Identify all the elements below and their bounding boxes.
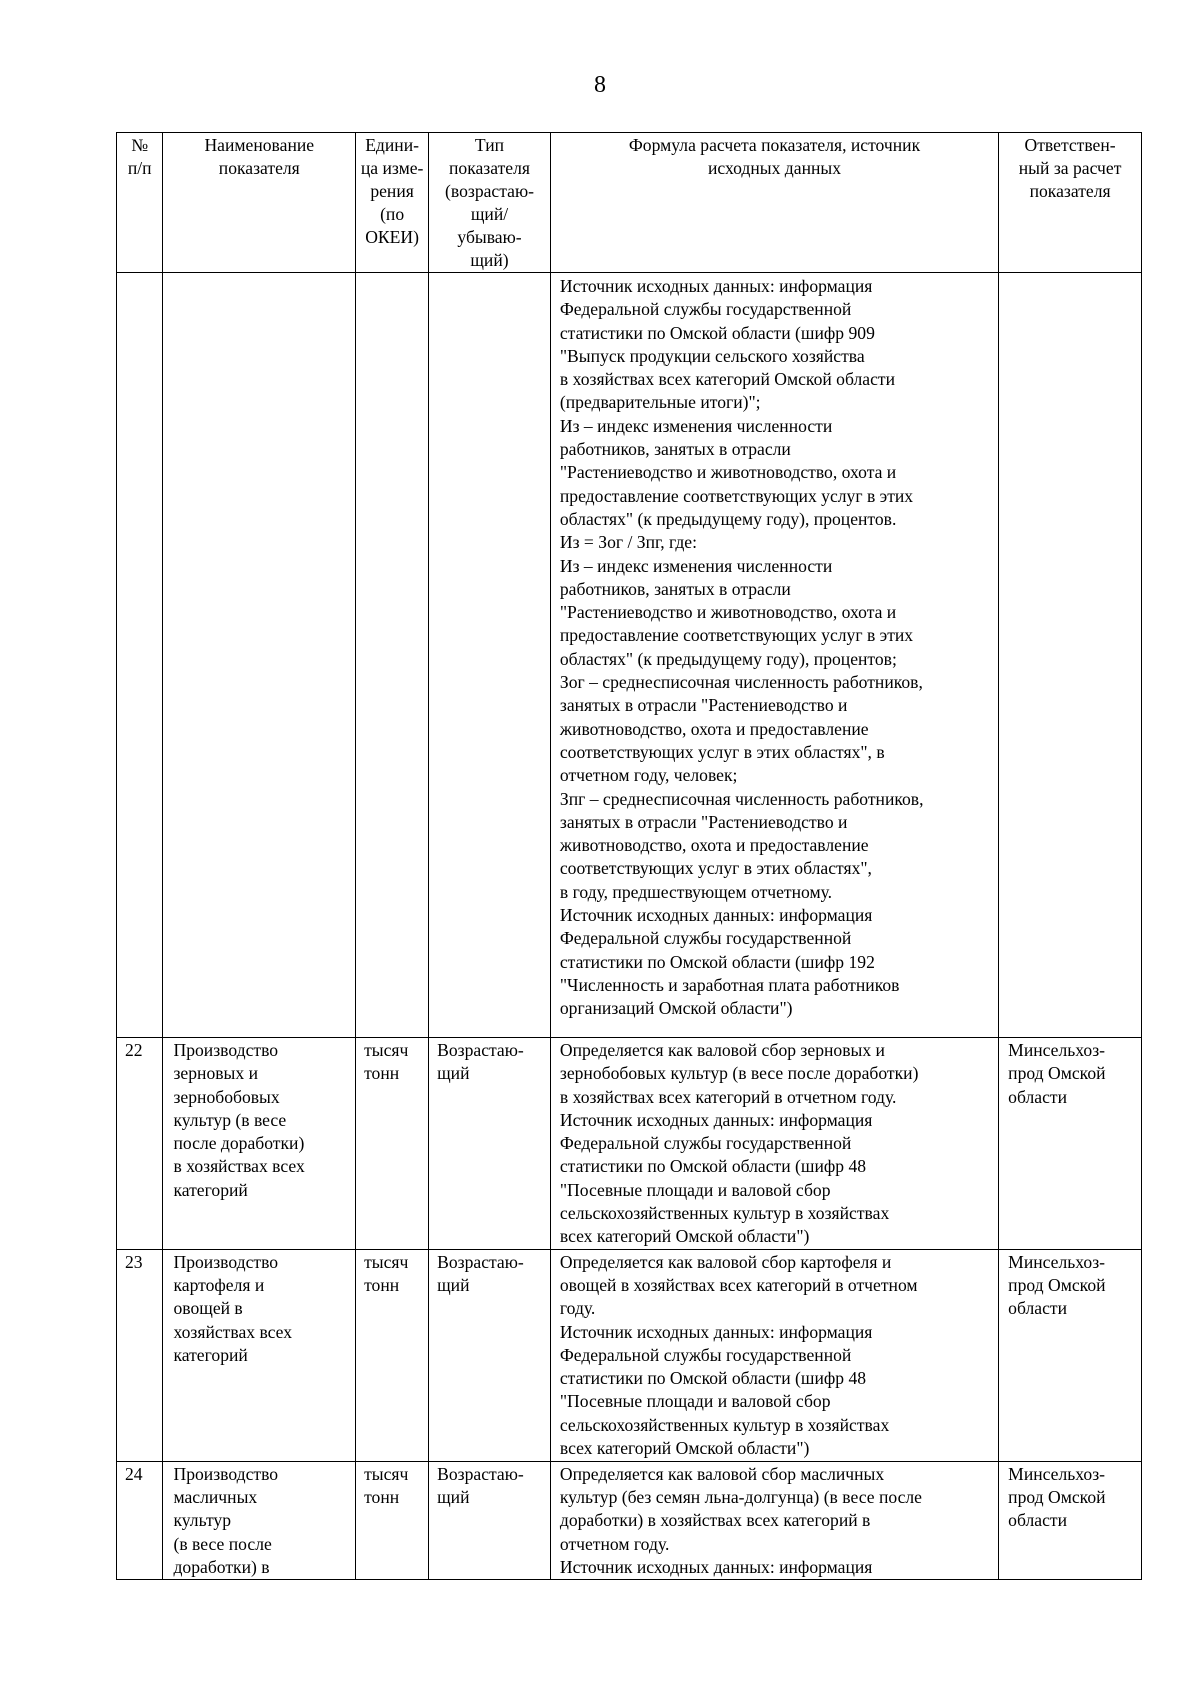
cell-responsible (999, 273, 1142, 1038)
cell-formula: Источник исходных данных: информация Федеральной службы государственной статистики по Омской области (шифр 909 "Выпуск продукции сельского хозяйства в хозяйствах всех категорий Омской области (предварительные итоги)"; Из – индекс изменения численности работников, занятых в отрасли "Растениеводство и животноводство, охота и предоставление соответствующих услуг в этих областях" (к предыдущему году), процентов. Из = Зог / Зпг, где: Из – индекс изменения численности работников, занятых в отрасли "Растениеводство и животноводство, охота и предоставление соответствующих услуг в этих областях" (к предыдущему году), процентов; Зог – среднесписочная численность работников, занятых в отрасли "Растениеводство и животноводство, охота и предоставление соответствующих услуг в этих областях", в отчетном году, человек; Зпг – среднесписочная численность работников, занятых в отрасли "Растениеводство и животноводство, охота и предоставление соответствующих услуг в этих областях", в году, предшествующем отчетному. Источник исходных данных: информация Федеральной службы государственной статистики по Омской области (шифр 192 "Численность и заработная плата работников организаций Омской области") (550, 273, 998, 1038)
header-responsible: Ответствен- ный за расчет показателя (999, 133, 1142, 273)
cell-responsible: Минсельхоз- прод Омской области (999, 1249, 1142, 1461)
cell-responsible: Минсельхоз- прод Омской области (999, 1461, 1142, 1579)
indicators-table (116, 132, 1142, 1580)
cell-name: Производство зерновых и зернобобовых культур (в весе после доработки) в хозяйствах всех категорий (163, 1038, 356, 1250)
header-name: Наименование показателя (163, 133, 356, 273)
cell-formula: Определяется как валовой сбор масличных культур (без семян льна-долгунца) (в весе после доработки) в хозяйствах всех категорий в отчетном году. Источник исходных данных: информация (550, 1461, 998, 1579)
cell-type (429, 273, 551, 1038)
cell-unit: тысяч тонн (356, 1038, 429, 1250)
header-formula: Формула расчета показателя, источник исходных данных (550, 133, 998, 273)
cell-unit: тысяч тонн (356, 1461, 429, 1579)
cell-unit (356, 273, 429, 1038)
cell-name: Производство картофеля и овощей в хозяйствах всех категорий (163, 1249, 356, 1461)
cell-num (117, 273, 163, 1038)
table-row (117, 1461, 1142, 1579)
header-row (117, 133, 1142, 273)
cell-num: 23 (117, 1249, 163, 1461)
table-header (117, 133, 1142, 273)
page-number: 8 (594, 72, 606, 98)
cell-name: Производство масличных культур (в весе после доработки) в (163, 1461, 356, 1579)
header-type: Тип показателя (возрастаю- щий/ убываю- щий) (429, 133, 551, 273)
cell-formula: Определяется как валовой сбор картофеля и овощей в хозяйствах всех категорий в отчетном году. Источник исходных данных: информация Федеральной службы государственной статистики по Омской области (шифр 48 "Посевные площади и валовой сбор сельскохозяйственных культур в хозяйствах всех категорий Омской области") (550, 1249, 998, 1461)
table-body (117, 273, 1142, 1580)
cell-responsible: Минсельхоз- прод Омской области (999, 1038, 1142, 1250)
cell-unit: тысяч тонн (356, 1249, 429, 1461)
cell-type: Возрастаю- щий (429, 1249, 551, 1461)
cell-formula: Определяется как валовой сбор зерновых и зернобобовых культур (в весе после доработки) в хозяйствах всех категорий в отчетном году. Источник исходных данных: информация Федеральной службы государственной статистики по Омской области (шифр 48 "Посевные площади и валовой сбор сельскохозяйственных культур в хозяйствах всех категорий Омской области") (550, 1038, 998, 1250)
cell-type: Возрастаю- щий (429, 1461, 551, 1579)
cell-type: Возрастаю- щий (429, 1038, 551, 1250)
cell-num: 24 (117, 1461, 163, 1579)
table-row (117, 1249, 1142, 1461)
cell-name (163, 273, 356, 1038)
header-unit: Едини- ца изме- рения (по ОКЕИ) (356, 133, 429, 273)
cell-num: 22 (117, 1038, 163, 1250)
table-row-continuation (117, 273, 1142, 1038)
table-row (117, 1038, 1142, 1250)
header-num: № п/п (117, 133, 163, 273)
